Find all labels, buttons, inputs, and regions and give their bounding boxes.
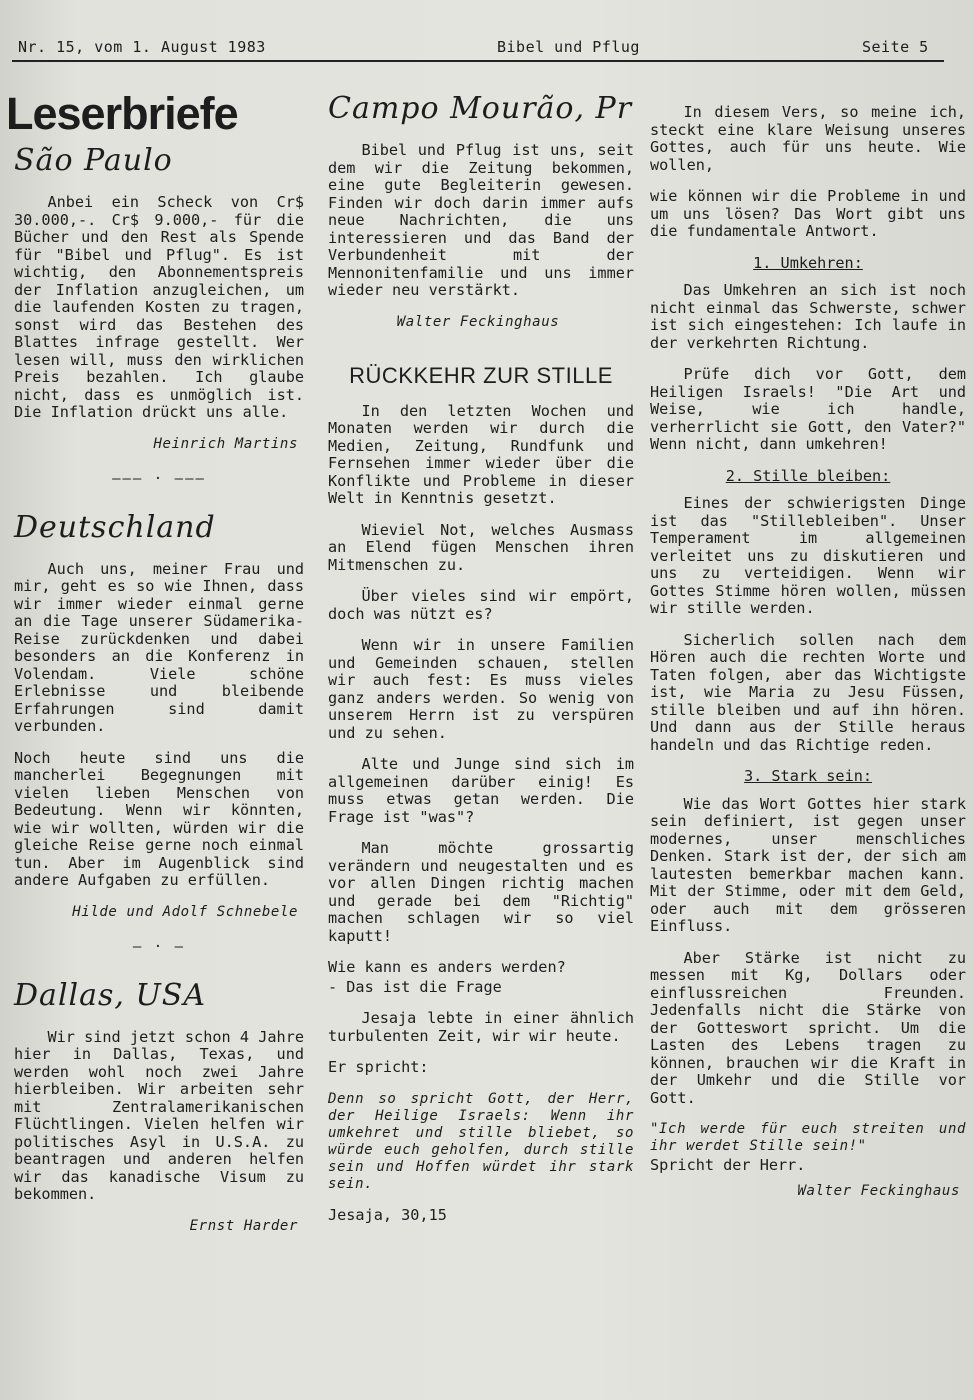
closing-quote-attribution: Spricht der Herr.: [650, 1156, 806, 1174]
signature-schnebele: Hilde und Adolf Schnebele: [72, 903, 298, 920]
article-paragraph: In diesem Vers, so meine ich, steckt eine klare Weisung unseres Gottes, auch für uns heute. Wie wollen,: [650, 103, 966, 174]
article-paragraph: Über vieles sind wir empört, doch was nützt es?: [328, 587, 634, 623]
article-paragraph: Man möchte grossartig verändern und neugestalten und es vor allen Dingen richtig machen und gerade bei dem "Richtig" machen schlagen wir so viel kaputt!: [328, 839, 634, 945]
subheading-stille-bleiben: 2. Stille bleiben:: [725, 466, 891, 485]
letter-dallas-body: Wir sind jetzt schon 4 Jahre hier in Dallas, Texas, und werden wohl noch zwei Jahre hierbleiben. Wir arbeiten sehr mit Zentralamerikanischen Flüchtlingen. Vielen helfen wir politisches Asyl in U.S.A. zu beantragen und anderen helfen wir das kanadische Visum zu bekommen.: [14, 1027, 304, 1203]
subheading-stark-sein: 3. Stark sein:: [743, 767, 872, 785]
signature-walter-feckinghaus: Walter Feckinghaus: [797, 1182, 960, 1199]
letter-campo-body: Bibel und Pflug ist uns, seit dem wir die Zeitung bekommen, eine gute Begleiterin gewesen. Finden wir doch darin immer aufs neue Nachrichten, die uns interessieren und das Band der Verbundenheit mit der Mennonitenfamilie und uns immer wieder neu verstärkt.: [328, 141, 634, 299]
heading-deutschland: Deutschland: [14, 509, 216, 545]
article-paragraph: Er spricht:: [328, 1058, 429, 1076]
bible-reference: Jesaja, 30,15: [328, 1205, 447, 1224]
heading-campo-mourao: Campo Mourão, Pr: [328, 91, 633, 126]
issue-date: Nr. 15, vom 1. August 1983: [18, 38, 266, 56]
signature-ernst-harder: Ernst Harder: [189, 1217, 298, 1234]
article-question: Wie kann es anders werden?: [328, 958, 566, 976]
article-paragraph: wie können wir die Probleme in und um uns lösen? Das Wort gibt uns die fundamentale Antwort.: [650, 187, 966, 240]
article-paragraph: Eines der schwierigsten Dinge ist das "Stillebleiben". Unser Temperament im allgemeinen verleitet uns zu diskutieren und uns zu verteidigen. Wenn wir Gottes Stimme hören wollen, müssen wir stille werden.: [650, 494, 966, 617]
masthead-title: Leserbriefe: [6, 88, 238, 139]
signature-walter-feckinghaus: Walter Feckinghaus: [396, 313, 560, 330]
letter-deutschland-body-1: Auch uns, meiner Frau und mir, geht es so wie Ihnen, dass wir immer wieder einmal gerne an die Tage unserer Südamerika-Reise zurückdenken und dabei besonders an die Konferenz in Volendam. Viele schöne Erlebnisse und bleibende Erfahrungen sind damit verbunden.: [14, 559, 304, 735]
divider: ——— · ———: [112, 471, 206, 487]
article-paragraph: Wieviel Not, welches Ausmass an Elend fügen Menschen ihren Mitmenschen zu.: [328, 520, 634, 574]
article-answer: - Das ist die Frage: [328, 977, 502, 996]
article-paragraph: Alte und Junge sind sich im allgemeinen darüber einig! Es muss etwas getan werden. Die Frage ist "was"?: [328, 755, 634, 826]
article-paragraph: Aber Stärke ist nicht zu messen mit Kg, Dollars oder einflussreichen Freunden. Jedenfalls nicht die Stärke von der Gotteswort spricht. Um die Lasten des Lebens tragen zu können, brauchen wir die Kraft in der Umkehr und die Stille vor Gott.: [650, 948, 966, 1107]
subheading-umkehren: 1. Umkehren:: [753, 253, 863, 272]
article-paragraph: Wie das Wort Gottes hier stark sein definiert, ist gegen unser modernes, unser menschliches Denken. Stark ist der, der sich am lautesten bemerkbar machen kann. Mit der Stimme, oder mit dem Geld, oder auch mit dem grösseren Einfluss.: [650, 794, 966, 935]
page-number: Seite 5: [862, 38, 929, 56]
heading-dallas: Dallas, USA: [14, 977, 206, 1013]
letter-deutschland-body-2: Noch heute sind uns die mancherlei Begegnungen mit vielen lieben Menschen von Bedeutung. Wenn wir könnten, wie wir wollten, würden wir die gleiche Reise gerne noch einmal tun. Aber im Augenblick sind andere Aufgaben zu erfüllen.: [14, 748, 304, 889]
article-paragraph: In den letzten Wochen und Monaten werden wir durch die Medien, Zeitung, Rundfunk und Fernsehen immer wieder über die Konflikte und Probleme in dieser Welt in Kenntnis gesetzt.: [328, 401, 634, 507]
middle-column: [328, 90, 634, 1238]
article-paragraph: Das Umkehren an sich ist noch nicht einmal das Schwerste, schwer ist sich eingestehen: Ich laufe in der verkehrten Richtung.: [650, 281, 966, 352]
header-rule: [12, 60, 944, 62]
article-paragraph: Wenn wir in unsere Familien und Gemeinden schauen, stellen wir auch fest: Es muss vieles ganz anders werden. So wenig von unserem Herrn ist zu verspüren und zu sehen.: [328, 636, 634, 742]
heading-sao-paulo: São Paulo: [14, 143, 173, 178]
divider: — · —: [132, 939, 186, 955]
article-paragraph: Sicherlich sollen nach dem Hören auch die rechten Worte und Taten folgen, aber das Wichtigste ist, wie Maria zu Jesu Füssen, stille bleiben und auf ihn hören. Und dann aus der Stille heraus handeln und das Richtige reden.: [650, 630, 966, 754]
publication-name: Bibel und Pflug: [497, 38, 640, 56]
signature-heinrich-martins: Heinrich Martins: [153, 435, 298, 452]
left-column: [6, 88, 304, 1253]
right-column: [650, 104, 966, 1218]
article-paragraph: Jesaja lebte in einer ähnlich turbulenten Zeit, wir wir heute.: [328, 1009, 634, 1045]
article-paragraph: Prüfe dich vor Gott, dem Heiligen Israels! "Die Art und Weise, wie ich handle, verherrlicht sie Gott, den Vater?" Wenn nicht, dann umkehren!: [650, 365, 966, 453]
closing-quote: "Ich werde für euch streiten und ihr werdet Stille sein!": [650, 1121, 966, 1154]
letter-sao-paulo-body: Anbei ein Scheck von Cr$ 30.000,-. Cr$ 9.000,- für die Bücher und den Rest als Spende für "Bibel und Pflug". Es ist wichtig, den Abonnementspreis der Inflation anzugleichen, um die laufenden Kosten zu tragen, sonst wird das Bestehen des Blattes infrage gestellt. Wer lesen will, muss den wirklichen Preis bezahlen. Ich glaube nicht, dass es unmöglich ist. Die Inflation drückt uns alle.: [14, 193, 304, 421]
article-title: RÜCKKEHR ZUR STILLE: [349, 363, 613, 388]
bible-quote: Denn so spricht Gott, der Herr, der Heilige Israels: Wenn ihr umkehret und stille bliebet, so würde euch geholfen, durch stille sein und Hoffen würdet ihr stark sein.: [328, 1090, 634, 1192]
